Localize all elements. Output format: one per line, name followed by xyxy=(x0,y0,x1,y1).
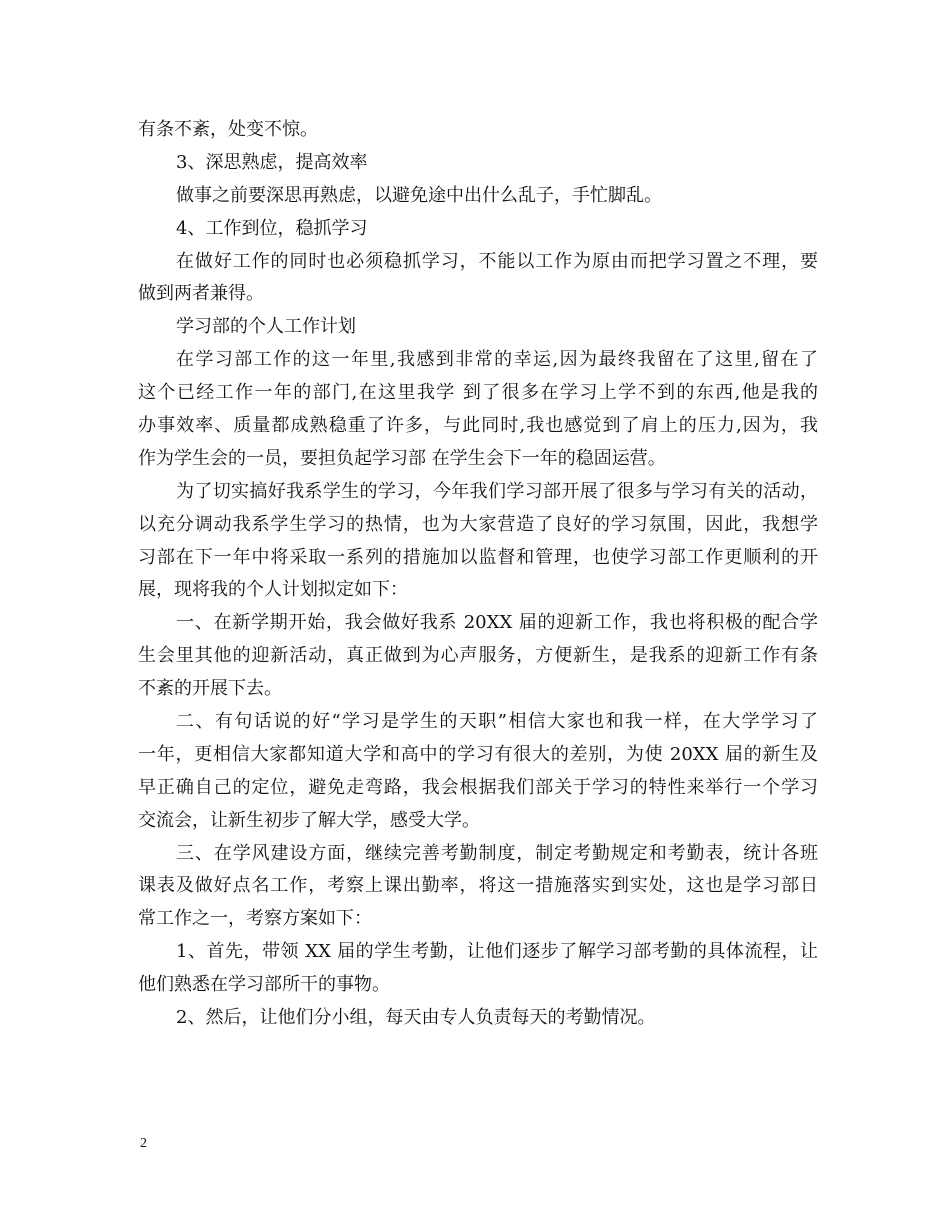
text-line: 以充分调动我系学生学习的热情，也为大家营造了良好的学习氛围，因此，我想学 xyxy=(138,513,818,535)
text-line: 4、工作到位，稳抓学习 xyxy=(176,217,368,239)
text-line: 他们熟悉在学习部所干的事物。 xyxy=(138,974,390,996)
text-line: 2、然后，让他们分小组，每天由专人负责每天的考勤情况。 xyxy=(176,1007,656,1029)
page-number: 2 xyxy=(140,1136,147,1151)
text-line: 做事之前要深思再熟虑，以避免途中出什么乱子，手忙脚乱。 xyxy=(176,184,662,206)
text-line: 一年，更相信大家都知道大学和高中的学习有很大的差别，为使 20XX 届的新生及 xyxy=(138,743,818,765)
text-line: 有条不紊，处变不惊。 xyxy=(138,119,318,140)
text-line: 做到两者兼得。 xyxy=(138,283,264,305)
text-line: 早正确自己的定位，避免走弯路，我会根据我们部关于学习的特性来举行一个学习 xyxy=(138,776,818,798)
document-body xyxy=(138,114,818,1035)
text-line: 习部在下一年中将采取一系列的措施加以监督和管理，也使学习部工作更顺利的开 xyxy=(138,546,818,568)
text-line: 在学习部工作的这一年里,我感到非常的幸运,因为最终我留在了这里,留在了 xyxy=(176,349,818,371)
text-line: 展，现将我的个人计划拟定如下： xyxy=(138,579,408,601)
text-line: 作为学生会的一员，要担负起学习部 在学生会下一年的稳固运营。 xyxy=(138,447,666,469)
text-line: 生会里其他的迎新活动，真正做到为心声服务，方便新生，是我系的迎新工作有条 xyxy=(138,645,818,667)
text-line: 这个已经工作一年的部门,在这里我学 到了很多在学习上学不到的东西,他是我的 xyxy=(138,382,818,404)
text-line: 三、在学风建设方面，继续完善考勤制度，制定考勤规定和考勤表，统计各班 xyxy=(176,842,818,864)
text-line: 一、在新学期开始，我会做好我系 20XX 届的迎新工作，我也将积极的配合学 xyxy=(176,612,818,634)
text-line: 学习部的个人工作计划 xyxy=(176,316,356,338)
text-line: 二、有句话说的好“学习是学生的天职”相信大家也和我一样，在大学学习了 xyxy=(176,711,818,733)
text-line: 课表及做好点名工作，考察上课出勤率，将这一措施落实到实处，这也是学习部日 xyxy=(138,875,818,897)
text-line: 1、首先，带领 XX 届的学生考勤，让他们逐步了解学习部考勤的具体流程，让 xyxy=(176,941,818,963)
text-line: 交流会，让新生初步了解大学，感受大学。 xyxy=(138,809,480,831)
text-line: 常工作之一，考察方案如下： xyxy=(138,908,372,930)
text-line: 不紊的开展下去。 xyxy=(138,678,282,700)
text-line: 为了切实搞好我系学生的学习，今年我们学习部开展了很多与学习有关的活动， xyxy=(176,480,818,502)
text-line: 办事效率、质量都成熟稳重了许多，与此同时,我也感觉到了肩上的压力,因为，我 xyxy=(138,415,818,437)
text-line: 在做好工作的同时也必须稳抓学习，不能以工作为原由而把学习置之不理，要 xyxy=(176,250,818,272)
text-line: 3、深思熟虑，提高效率 xyxy=(176,151,368,173)
